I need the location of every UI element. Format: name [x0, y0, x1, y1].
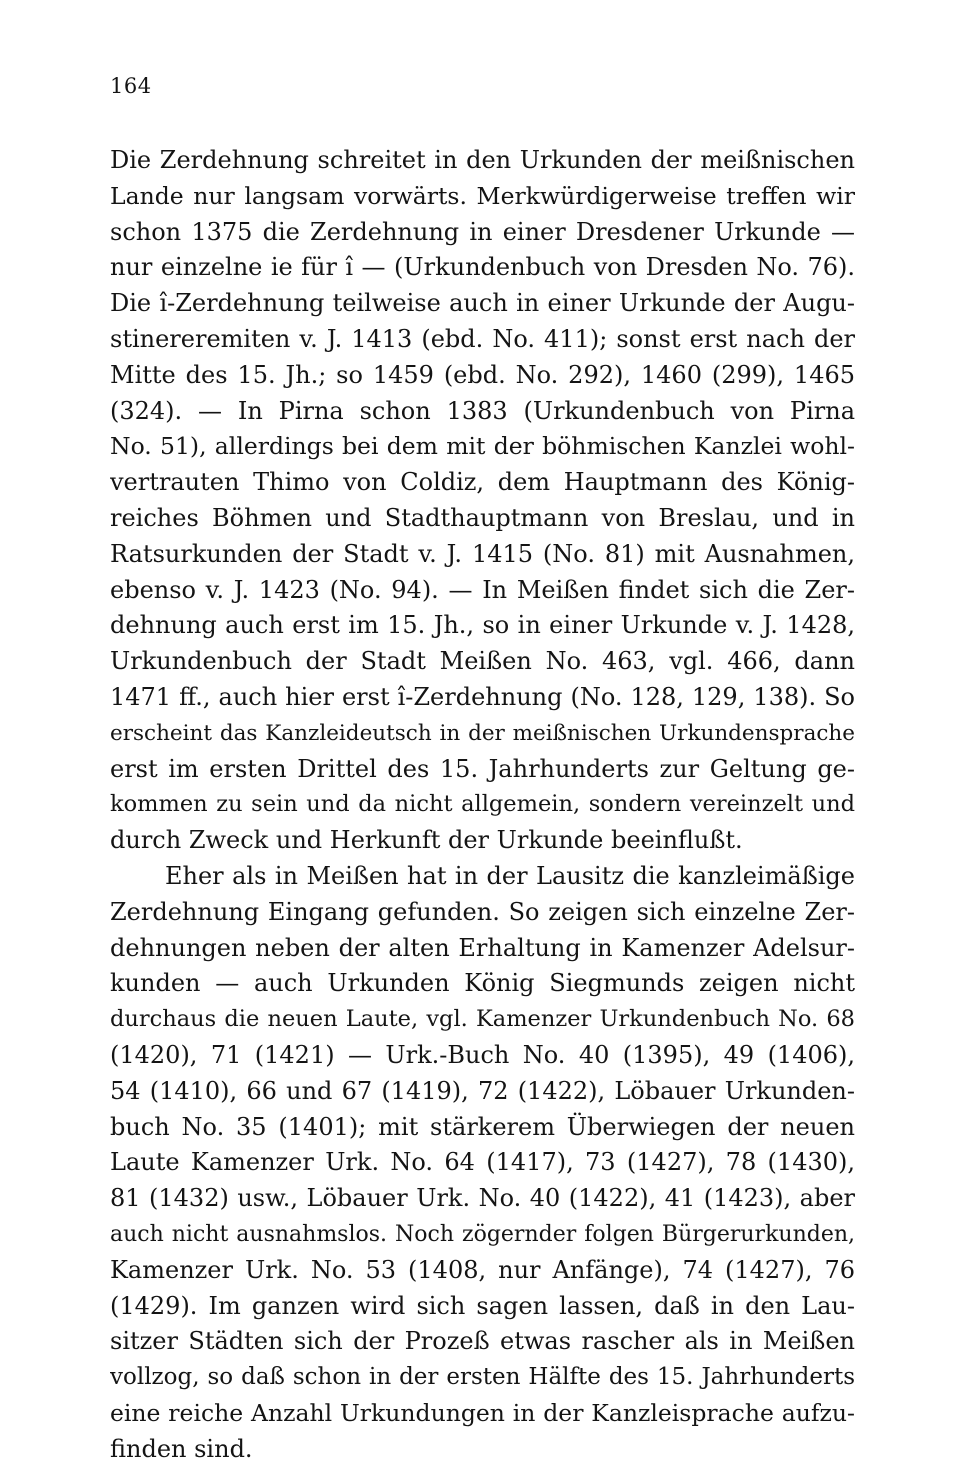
text-line: Laute Kamenzer Urk. No. 64 (1417), 73 (1427), 78 (1430), [110, 1148, 855, 1177]
text-line: sitzer Städten sich der Prozeß etwas rascher als in Meißen [110, 1327, 855, 1356]
paragraph-1 [110, 143, 855, 859]
text-line: (324). — In Pirna schon 1383 (Urkundenbuch von Pirna [110, 396, 855, 425]
text-line: 54 (1410), 66 und 67 (1419), 72 (1422), Löbauer Urkunden- [110, 1076, 855, 1105]
text-line: kommen zu sein und da nicht allgemein, sondern vereinzelt und [110, 791, 855, 818]
text-line: nur einzelne ie für î — (Urkundenbuch von Dresden No. 76). [110, 253, 855, 282]
body-text [110, 143, 855, 1467]
text-line: Eher als in Meißen hat in der Lausitz die kanzleimäßige [165, 861, 855, 890]
text-line: auch nicht ausnahmslos. Noch zögernder folgen Bürgerurkunden, [110, 1221, 855, 1247]
text-line: buch No. 35 (1401); mit stärkerem Überwiegen der neuen [110, 1112, 855, 1141]
text-line: kunden — auch Urkunden König Siegmunds zeigen nicht [110, 969, 855, 998]
text-line: Lande nur langsam vorwärts. Merkwürdigerweise treffen wir [110, 181, 855, 210]
text-line: dehnungen neben der alten Erhaltung in Kamenzer Adelsur- [110, 933, 855, 962]
text-line: (1420), 71 (1421) — Urk.-Buch No. 40 (1395), 49 (1406), [110, 1040, 855, 1069]
text-line: erst im ersten Drittel des 15. Jahrhunderts zur Geltung ge- [110, 754, 855, 783]
text-line: (1429). Im ganzen wird sich sagen lassen, daß in den Lau- [110, 1291, 855, 1320]
text-line: durch Zweck und Herkunft der Urkunde beeinflußt. [110, 826, 743, 855]
paragraph-2 [110, 859, 855, 1467]
text-line: vertrauten Thimo von Coldiz, dem Hauptmann des König- [110, 468, 855, 497]
text-line: stinereremiten v. J. 1413 (ebd. No. 411); sonst erst nach der [110, 324, 855, 353]
text-line: Urkundenbuch der Stadt Meißen No. 463, vgl. 466, dann [110, 647, 855, 676]
text-line: Kamenzer Urk. No. 53 (1408, nur Anfänge), 74 (1427), 76 [110, 1255, 855, 1284]
text-line: 1471 ff., auch hier erst î-Zerdehnung (No. 128, 129, 138). So [110, 682, 855, 711]
text-line: schon 1375 die Zerdehnung in einer Dresdener Urkunde — [110, 217, 855, 246]
text-line: erscheint das Kanzleideutsch in der meißnischen Urkundensprache [110, 720, 855, 746]
text-line: Mitte des 15. Jh.; so 1459 (ebd. No. 292), 1460 (299), 1465 [110, 360, 855, 389]
text-line: Die î-Zerdehnung teilweise auch in einer Urkunde der Augu- [110, 289, 855, 318]
text-line: durchaus die neuen Laute, vgl. Kamenzer Urkundenbuch No. 68 [110, 1006, 855, 1033]
text-line: finden sind. [110, 1434, 253, 1463]
text-line: Zerdehnung Eingang gefunden. So zeigen sich einzelne Zer- [110, 897, 855, 926]
page-number: 164 [110, 74, 152, 98]
text-line: eine reiche Anzahl Urkundungen in der Kanzleisprache aufzu- [110, 1398, 855, 1427]
text-line: Die Zerdehnung schreitet in den Urkunden der meißnischen [110, 146, 855, 174]
text-line: reiches Böhmen und Stadthauptmann von Breslau, und in [110, 503, 855, 532]
text-line: Ratsurkunden der Stadt v. J. 1415 (No. 81) mit Ausnahmen, [110, 539, 855, 568]
text-line: 81 (1432) usw., Löbauer Urk. No. 40 (1422), 41 (1423), aber [110, 1184, 855, 1213]
text-line: ebenso v. J. 1423 (No. 94). — In Meißen findet sich die Zer- [110, 575, 855, 604]
text-line: dehnung auch erst im 15. Jh., so in einer Urkunde v. J. 1428, [110, 611, 855, 640]
text-line: vollzog, so daß schon in der ersten Hälfte des 15. Jahrhunderts [110, 1364, 855, 1391]
text-line: No. 51), allerdings bei dem mit der böhmischen Kanzlei wohl- [110, 432, 855, 461]
